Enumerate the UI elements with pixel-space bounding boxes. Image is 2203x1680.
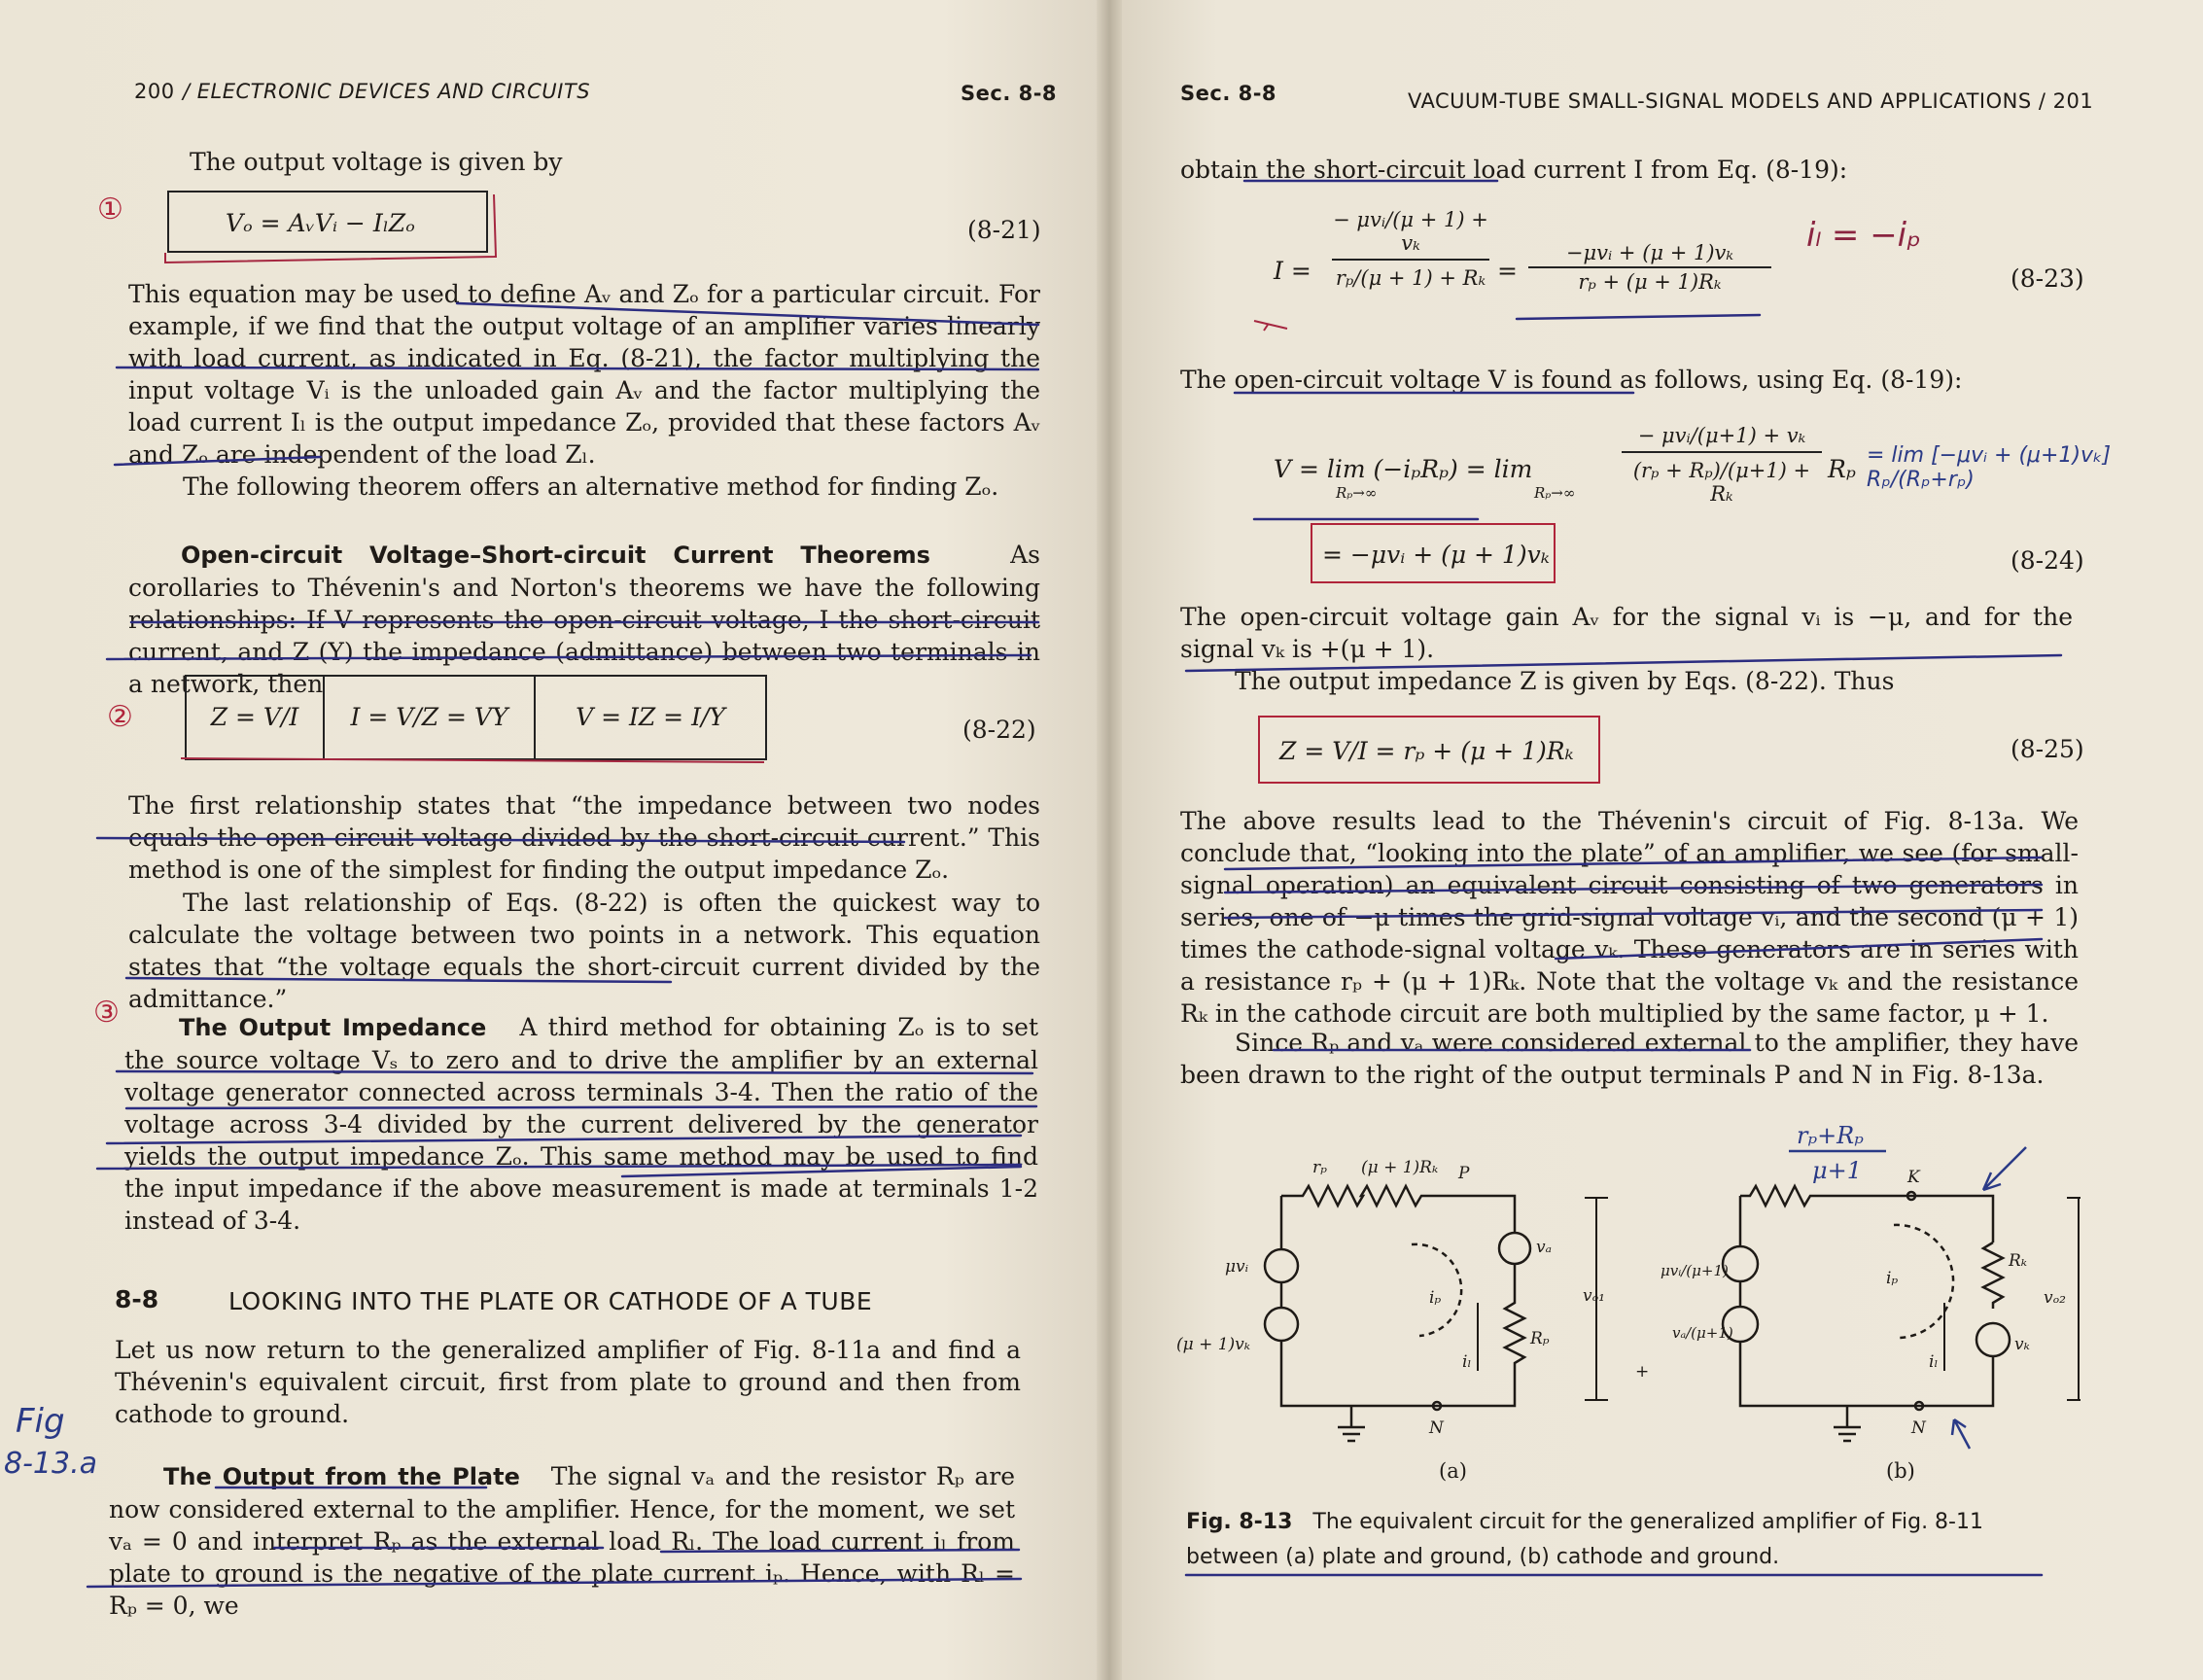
underline-mark bbox=[126, 1106, 1036, 1108]
underline-mark bbox=[107, 1136, 1021, 1143]
underline-mark bbox=[1556, 939, 2042, 959]
equation-8-22-c: V = IZ = I/Y bbox=[576, 703, 725, 731]
eq-8-24-rp: Rₚ bbox=[1828, 455, 1856, 483]
equation-box-pen bbox=[181, 758, 764, 762]
gain-text: The open-circuit voltage gain Aᵥ for the signal vᵢ is −μ, and for the signal vₖ is +(μ + 1). bbox=[1180, 603, 2073, 663]
label-va: vₐ bbox=[1536, 1238, 1552, 1257]
fig-b-annot-bottom: μ+1 bbox=[1812, 1157, 1862, 1184]
eq-8-24-limit-1: Rₚ→∞ bbox=[1336, 484, 1378, 502]
eq-8-23-frac2-bottom: rₚ + (μ + 1)Rₖ bbox=[1578, 270, 1722, 294]
fig-a-label: (a) bbox=[1439, 1459, 1467, 1483]
underline-mark bbox=[1517, 315, 1760, 319]
eq-8-23-frac2-top: −μvᵢ + (μ + 1)vₖ bbox=[1528, 241, 1771, 268]
label-plus-a: + bbox=[1635, 1362, 1650, 1382]
underline-mark bbox=[107, 655, 1031, 659]
underline-mark bbox=[117, 368, 1038, 369]
fig-b-label: (b) bbox=[1886, 1459, 1915, 1483]
eq-8-24-frac-top: − μvᵢ/(μ+1) + vₖ bbox=[1622, 424, 1822, 453]
underline-mark bbox=[1225, 910, 2042, 918]
eq-8-24-result: = −μvᵢ + (μ + 1)vₖ bbox=[1311, 523, 1556, 583]
section-number: 8-8 bbox=[115, 1285, 159, 1313]
output-impedance-title: The Output Impedance bbox=[179, 1014, 487, 1041]
label-va-b: vₐ/(μ+1) bbox=[1672, 1324, 1733, 1342]
equation-number-8-21: (8-21) bbox=[967, 216, 1041, 244]
equation-8-25: Z = V/I = rₚ + (μ + 1)Rₖ bbox=[1258, 716, 1600, 784]
label-N-a: N bbox=[1429, 1418, 1444, 1438]
section-paragraph: Let us now return to the generalized amplifier of Fig. 8-11a and find a Thévenin's equivalent circuit, first from plate to ground and then from cathode to ground. bbox=[115, 1336, 1021, 1428]
impedance-intro: The output impedance Z is given by Eqs. (8-22). Thus bbox=[1235, 667, 1895, 695]
underline-mark bbox=[115, 457, 321, 465]
paragraph-2: The following theorem offers an alternative method for finding Zₒ. bbox=[183, 472, 999, 501]
right-paragraph-2: Since Rₚ and vₐ were considered external to the amplifier, they have been drawn to the right of the output terminals P and N in Fig. 8-13a. bbox=[1180, 1029, 2079, 1089]
eq-8-24-frac-bottom: (rₚ + Rₚ)/(μ+1) + Rₖ bbox=[1632, 459, 1811, 506]
paragraph-1: This equation may be used to define Aᵥ and Zₒ for a particular circuit. For example, if we find that the output voltage of an amplifier varies linearly with load current, as indicated in Eq. (8-21), the factor multiplying the input voltage Vᵢ is the unloaded gain Aᵥ and the factor multiplying the load current Iₗ is the output impedance Zₒ, provided that these factors Aᵥ and Zₒ are independent of the load Zₗ. bbox=[128, 280, 1040, 469]
equation-box-pen bbox=[165, 194, 496, 262]
label-rp: rₚ bbox=[1312, 1158, 1327, 1177]
caption-label: Fig. 8-13 bbox=[1186, 1510, 1293, 1534]
annotation-fig: Fig bbox=[16, 1402, 65, 1441]
pen-mark bbox=[1264, 325, 1268, 331]
section-title: LOOKING INTO THE PLATE OR CATHODE OF A TUBE bbox=[228, 1287, 873, 1315]
label-iL-b: iₗ bbox=[1929, 1352, 1939, 1372]
label-Rk: Rₖ bbox=[2009, 1251, 2028, 1271]
underline-mark bbox=[1225, 858, 2042, 869]
caption-text: The equivalent circuit for the generalized amplifier of Fig. 8-11 between (a) plate and ground, (b) cathode and ground. bbox=[1186, 1510, 1983, 1569]
theorem-text: As corollaries to Thévenin's and Norton's theorems we have the following relationships: If V represents the open-circuit voltage, I the short-circuit current, and Z (Y) the impedance (admittance) between two terminals in a network, then bbox=[128, 541, 1040, 698]
eq-8-23-frac1-bottom: rₚ/(μ + 1) + Rₖ bbox=[1335, 266, 1486, 290]
underline-mark bbox=[126, 978, 671, 982]
underline-mark bbox=[1186, 655, 2061, 671]
label-mu1vk: (μ + 1)vₖ bbox=[1176, 1335, 1250, 1354]
annotation-il: iₗ = −iₚ bbox=[1806, 216, 1921, 255]
label-Rp: Rₚ bbox=[1530, 1329, 1550, 1348]
label-muvi-b: μvᵢ/(μ+1) bbox=[1661, 1262, 1729, 1279]
plate-title: The Output from the Plate bbox=[163, 1463, 520, 1490]
annotation-fig-number: 8-13.a bbox=[4, 1447, 98, 1481]
eq-8-23-lhs: I = bbox=[1274, 257, 1311, 285]
eq-8-23-frac1-top: − μvᵢ/(μ + 1) + vₖ bbox=[1332, 208, 1489, 261]
underline-mark bbox=[117, 1071, 1032, 1073]
underline-mark bbox=[97, 838, 904, 842]
section-head-right: Sec. 8-8 bbox=[1180, 82, 1277, 105]
equation-8-22-a: Z = V/I bbox=[187, 677, 325, 758]
annotation-circle-1: ① bbox=[97, 192, 123, 227]
right-paragraph-1: The above results lead to the Thévenin's circuit of Fig. 8-13a. We conclude that, “looking into the plate” of an amplifier, we see (for small-signal operation) an equivalent circuit consisting of two generators in series, one of −μ times the grid-signal voltage vᵢ, and the second (μ + 1) times the cathode-signal voltage vₖ. These generators are in series with a resistance rₚ + (μ + 1)Rₖ. Note that the voltage vₖ and the resistance Rₖ in the cathode circuit are both multiplied by the same factor, μ + 1. bbox=[1180, 807, 2079, 1028]
label-muvi: μvᵢ bbox=[1225, 1257, 1249, 1277]
equation-8-22-b: I = V/Z = VY bbox=[325, 677, 536, 758]
right-pen-marks bbox=[1108, 0, 2203, 1680]
underline-mark bbox=[97, 1165, 1021, 1169]
running-head-right: VACUUM-TUBE SMALL-SIGNAL MODELS AND APPLICATIONS / 201 bbox=[1408, 89, 2094, 113]
label-N-b: N bbox=[1911, 1418, 1926, 1438]
underline-mark bbox=[87, 1579, 1021, 1587]
eq-8-23-equals: = bbox=[1497, 257, 1518, 285]
label-vo1: vₒ₁ bbox=[1583, 1286, 1605, 1306]
eq-8-24-lhs: V = lim (−iₚRₚ) = lim bbox=[1274, 455, 1533, 483]
label-mu1rk: (μ + 1)Rₖ bbox=[1361, 1158, 1439, 1177]
underline-mark bbox=[457, 303, 1038, 325]
paragraph-3: The first relationship states that “the impedance between two nodes equals the open-circuit voltage divided by the short-circuit current.” This method is one of the simplest for finding the output impedance Zₒ. bbox=[128, 791, 1040, 884]
underline-mark bbox=[661, 1550, 1019, 1552]
section-head-left: Sec. 8-8 bbox=[961, 82, 1058, 105]
label-ip-a: iₚ bbox=[1429, 1288, 1442, 1308]
equation-number-8-22: (8-22) bbox=[962, 716, 1036, 744]
equation-number-8-23: (8-23) bbox=[2011, 264, 2084, 293]
underline-mark bbox=[622, 1167, 1021, 1176]
eq-8-24-limit-2: Rₚ→∞ bbox=[1534, 484, 1576, 502]
label-ip-b: iₚ bbox=[1886, 1269, 1899, 1288]
output-impedance-text: A third method for obtaining Zₒ is to set the source voltage Vₛ to zero and to drive the amplifier by an external voltage generator connected across terminals 3-4. Then the ratio of the voltage across 3-4 divided by the current delivered by the generator yields the output impedance Zₒ. This same method may be used to find the input impedance if the above measurement is made at terminals 1-2 instead of 3-4. bbox=[124, 1013, 1038, 1235]
annotation-circle-3: ③ bbox=[93, 996, 120, 1030]
label-P: P bbox=[1458, 1164, 1470, 1183]
equation-8-21: Vₒ = AᵥVᵢ − IₗZₒ bbox=[167, 191, 488, 253]
theorem-title: Open-circuit Voltage–Short-circuit Current Theorems bbox=[181, 542, 930, 569]
label-vo2: vₒ₂ bbox=[2044, 1288, 2066, 1308]
page-number-left: 200 bbox=[134, 80, 175, 103]
running-head-left: / ELECTRONIC DEVICES AND CIRCUITS bbox=[183, 80, 591, 103]
equation-number-8-24: (8-24) bbox=[2011, 546, 2084, 575]
fig-b-annot-top: rₚ+Rₚ bbox=[1797, 1122, 1864, 1149]
paragraph-4: The last relationship of Eqs. (8-22) is often the quickest way to calculate the voltage between two points in a network. This equation states that “the voltage equals the short-circuit current divided by the admittance.” bbox=[128, 889, 1040, 1013]
label-iL-a: iₗ bbox=[1462, 1352, 1472, 1372]
label-vk: vₖ bbox=[2014, 1335, 2030, 1354]
intro-text: The output voltage is given by bbox=[190, 148, 563, 176]
label-K: K bbox=[1907, 1168, 1920, 1187]
annotation-8-24: = lim [−μvᵢ + (μ+1)vₖ] Rₚ/(Rₚ+rₚ) bbox=[1867, 443, 2112, 492]
underline-mark bbox=[1225, 885, 2042, 892]
open-circuit-text: The open-circuit voltage V is found as follows, using Eq. (8-19): bbox=[1180, 366, 1963, 394]
equation-number-8-25: (8-25) bbox=[2011, 735, 2084, 763]
annotation-circle-2: ② bbox=[107, 700, 133, 734]
short-circuit-intro: obtain the short-circuit load current I from Eq. (8-19): bbox=[1180, 156, 1848, 184]
plate-text: The signal vₐ and the resistor Rₚ are now considered external to the amplifier. Hence, for the moment, we set vₐ = 0 and interpret Rₚ as the external load Rₗ. The load current iₗ from plate to ground is the negative of the plate current iₚ. Hence, with Rₗ = Rₚ = 0, we bbox=[109, 1462, 1015, 1620]
